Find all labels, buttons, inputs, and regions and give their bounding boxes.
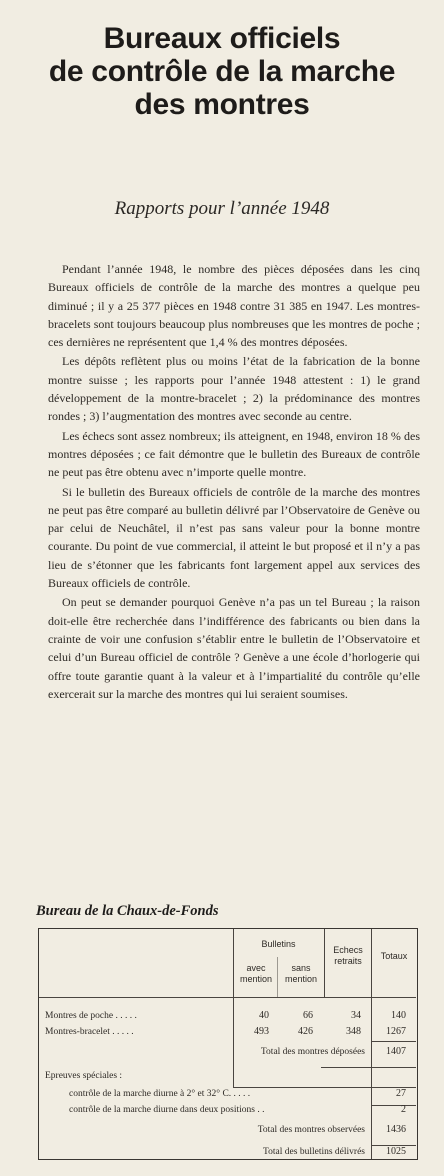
table-divider bbox=[371, 929, 372, 1159]
total-bulletins-label: Total des bulletins délivrés bbox=[263, 1147, 365, 1157]
header-sans-mention: sans mention bbox=[284, 963, 318, 984]
table-divider bbox=[277, 957, 278, 997]
title-line-3: des montres bbox=[134, 88, 310, 121]
table-divider bbox=[233, 997, 234, 1087]
total-deposees-value: 1407 bbox=[386, 1046, 406, 1057]
epreuve-2-label: contrôle de la marche diurne dans deux positions . . bbox=[69, 1105, 265, 1115]
row-label-bracelet: Montres-bracelet . . . . . bbox=[45, 1027, 134, 1037]
page-title bbox=[20, 22, 424, 121]
epreuves-label: Epreuves spéciales : bbox=[45, 1071, 123, 1081]
header-echecs: Echecs retraits bbox=[333, 945, 363, 966]
cell-bracelet-sans: 426 bbox=[298, 1026, 313, 1037]
statistics-table bbox=[38, 928, 418, 1160]
title-line-1: Bureaux officiels bbox=[103, 22, 341, 55]
header-bulletins: Bulletins bbox=[261, 939, 296, 949]
paragraph: Si le bulletin des Bureaux officiels de contrôle de la marche des montres ne peut pas être comparé au bulletin délivré par l’Observatoire de Genève ou par celui de Neuchâtel, il n’est pas sans valeur pour la bonne montre courante. Du point de vue commercial, il atteint le but proposé et il n’y a pas lieu de s’étonner que les fabricants font largement appel aux services des Bureaux officiels de contrôle. bbox=[48, 484, 420, 591]
page-subtitle: Rapports pour l’année 1948 bbox=[114, 198, 330, 219]
total-observees-label: Total des montres observées bbox=[257, 1125, 365, 1135]
row-label-poche: Montres de poche . . . . . bbox=[45, 1011, 137, 1021]
epreuve-1-value: 27 bbox=[396, 1088, 406, 1099]
paragraph: Pendant l’année 1948, le nombre des pièces déposées dans les cinq Bureaux officiels de contrôle de la marche des montres a quelque peu diminué ; il y a 25 377 pièces en 1948 contre 31 385 en 1947. Les montres-bracelets sont toujours beaucoup plus nombreuses que les montres de poche ; ces dernières ne représentent que 1,4 % des montres déposées. bbox=[48, 262, 420, 350]
cell-poche-echecs: 34 bbox=[351, 1010, 361, 1021]
title-line-2: de contrôle de la marche bbox=[48, 55, 396, 88]
paragraph: Les échecs sont assez nombreux; ils atteignent, en 1948, environ 18 % des montres déposées ; ce fait démontre que le bulletin des Bureaux de contrôle ne peut pas être obtenu avec n’importe quelle montre. bbox=[48, 428, 420, 480]
table-divider bbox=[233, 1087, 371, 1088]
total-deposees-label: Total des montres déposées bbox=[260, 1047, 365, 1057]
paragraph: On peut se demander pourquoi Genève n’a pas un tel Bureau ; la raison doit-elle être recherchée dans l’indifférence des fabricants ou bien dans la crainte de voir une confusion s’établir entre le bulletin de l’Observatoire et celui d’un Bureau officiel de contrôle ? Genève a une école d’horlogerie qui offre toute garantie quant à la valeur et à l’impartialité du contrôle qu’elle exercerait sur la marche des montres qui lui seraient soumises. bbox=[48, 595, 420, 701]
table-divider bbox=[321, 1067, 416, 1068]
cell-bracelet-echecs: 348 bbox=[346, 1026, 361, 1037]
total-bulletins-value: 1025 bbox=[386, 1146, 406, 1157]
header-avec-mention: avec mention bbox=[239, 963, 273, 984]
epreuve-2-value: 2 bbox=[401, 1104, 406, 1115]
cell-poche-total: 140 bbox=[391, 1010, 406, 1021]
table-divider bbox=[371, 1041, 416, 1042]
epreuve-1-label: contrôle de la marche diurne à 2° et 32° C. . . . . bbox=[69, 1089, 251, 1099]
cell-poche-sans: 66 bbox=[303, 1010, 313, 1021]
section-title: Bureau de la Chaux-de-Fonds bbox=[36, 903, 219, 919]
cell-bracelet-total: 1267 bbox=[386, 1026, 406, 1037]
table-divider bbox=[39, 997, 416, 998]
table-divider bbox=[324, 929, 325, 997]
total-observees-value: 1436 bbox=[386, 1124, 406, 1135]
article-body bbox=[48, 260, 420, 704]
cell-poche-avec: 40 bbox=[259, 1010, 269, 1021]
header-totaux: Totaux bbox=[380, 951, 408, 961]
paragraph: Les dépôts reflètent plus ou moins l’état de la fabrication de la bonne montre suisse ; les rapports pour l’année 1948 attestent : 1) le grand développement de la montre-bracelet ; 2) la prédominance des montres rondes ; 3) l’augmentation des montres avec seconde au centre. bbox=[48, 354, 420, 424]
cell-bracelet-avec: 493 bbox=[254, 1026, 269, 1037]
